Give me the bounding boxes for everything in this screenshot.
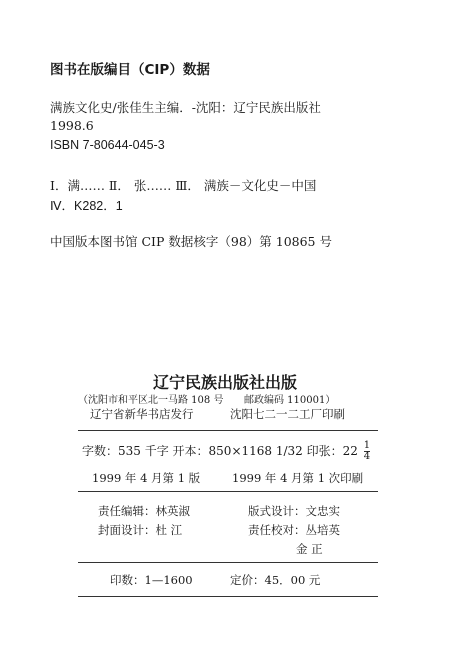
publisher-address: （沈阳市和平区北一马路 108 号	[78, 395, 224, 406]
credit-layout: 版式设计：文忠实	[248, 504, 340, 518]
edition-date: 1999 年 4 月第 1 版	[92, 471, 201, 485]
publisher-postcode: 邮政编码 110001）	[244, 395, 336, 406]
divider-top	[78, 430, 378, 431]
credit-editor: 责任编辑：林英淑	[98, 504, 190, 518]
cip-line-title-editor: 满族文化史/张佳生主编．-沈阳：辽宁民族出版社	[50, 100, 321, 115]
sheets-numerator: 1	[363, 440, 371, 451]
printer: 沈阳七二一二工厂印刷	[230, 407, 345, 421]
distributor: 辽宁省新华书店发行	[90, 407, 194, 421]
printing-date: 1999 年 4 月第 1 次印刷	[232, 471, 364, 485]
cip-line-isbn: ISBN 7-80644-045-3	[50, 138, 165, 152]
divider-middle	[78, 491, 378, 492]
sheets-denominator: 4	[363, 451, 371, 462]
book-specs	[82, 441, 370, 462]
credit-proofreader-2: 金 正	[296, 542, 323, 556]
cip-line-date: 1998.6	[50, 118, 94, 133]
cip-line-classification: Ⅳ．K282．1	[50, 199, 123, 213]
sheets-fraction	[364, 441, 370, 462]
cip-line-record-number: 中国版本图书馆 CIP 数据核字（98）第 10865 号	[50, 234, 332, 249]
publisher-name: 辽宁民族出版社出版	[152, 373, 297, 392]
credit-proofreader: 责任校对：丛培英	[248, 523, 340, 537]
price: 定价：45．00 元	[230, 573, 321, 587]
credit-cover: 封面设计：杜 江	[98, 523, 183, 537]
divider-bottom	[78, 596, 378, 597]
print-run: 印数：1—1600	[110, 573, 193, 587]
divider-lower	[78, 562, 378, 563]
cip-line-subjects: Ⅰ．满…… Ⅱ． 张…… Ⅲ． 满族－文化史－中国	[50, 178, 317, 193]
specs-text: 字数：535 千字 开本：850×1168 1/32 印张：22	[82, 444, 358, 458]
cip-title: 图书在版编目（CIP）数据	[50, 62, 210, 78]
